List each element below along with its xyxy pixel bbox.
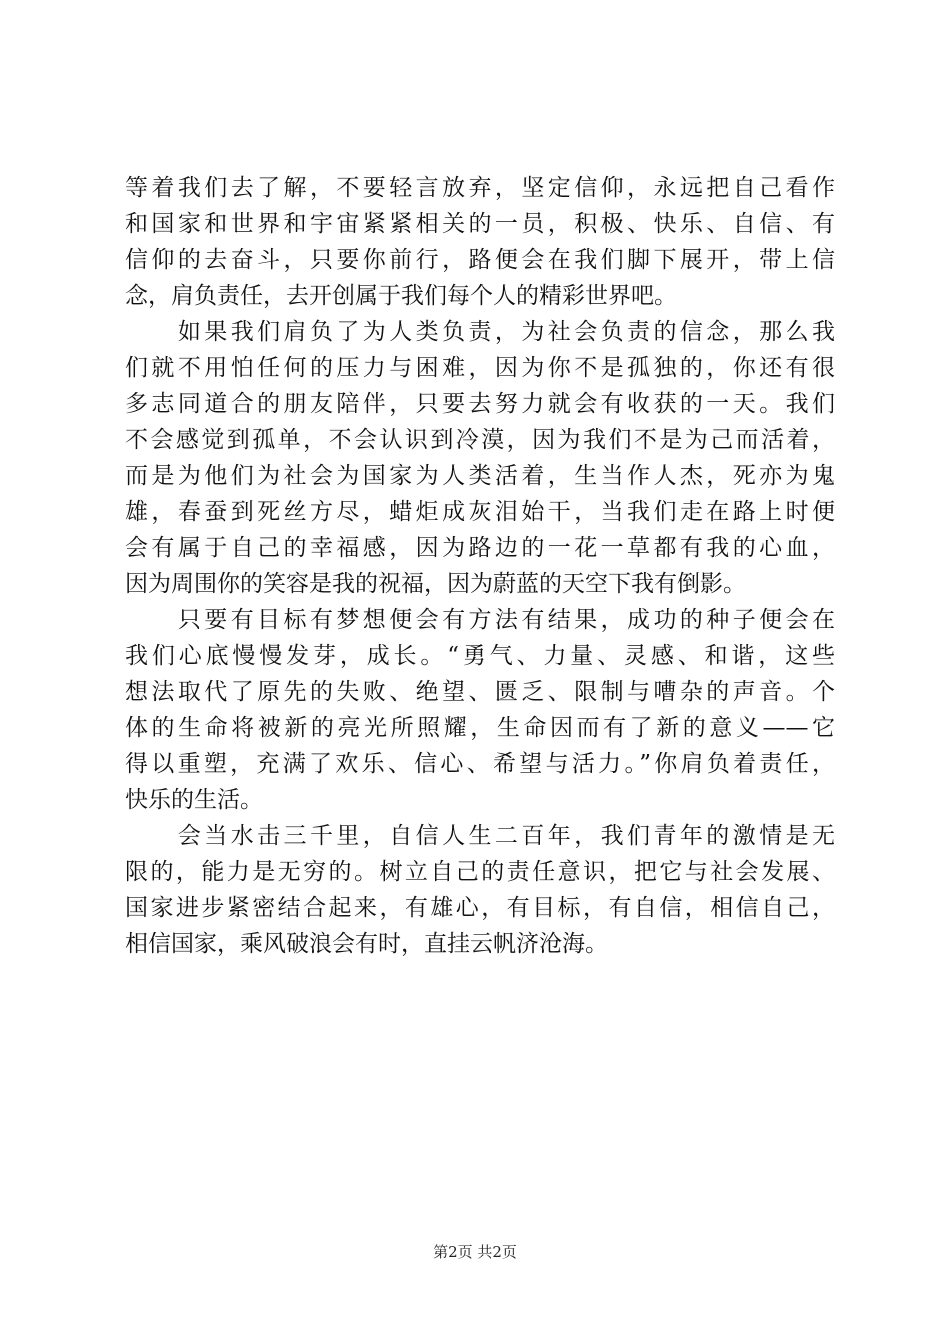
text-line: 不会感觉到孤单，不会认识到冷漠，因为我们不是为己而活着，: [125, 427, 835, 453]
text-line: 念，肩负责任，去开创属于我们每个人的精彩世界吧。: [125, 283, 677, 309]
page-footer: [0, 1240, 950, 1264]
text-line: 得以重塑，充满了欢乐、信心、希望与活力。”你肩负着责任，: [125, 751, 835, 777]
text-line: 而是为他们为社会为国家为人类活着，生当作人杰，死亦为鬼: [125, 463, 835, 489]
text-line: 和国家和世界和宇宙紧紧相关的一员，积极、快乐、自信、有: [125, 211, 835, 237]
text-line: 只要有目标有梦想便会有方法有结果，成功的种子便会在: [125, 607, 835, 633]
text-line: 会有属于自己的幸福感，因为路边的一花一草都有我的心血，: [125, 535, 835, 561]
text-line: 体的生命将被新的亮光所照耀，生命因而有了新的意义——它: [125, 715, 835, 741]
text-line: 雄，春蚕到死丝方尽，蜡炬成灰泪始干，当我们走在路上时便: [125, 499, 835, 525]
text-line: 信仰的去奋斗，只要你前行，路便会在我们脚下展开，带上信: [125, 247, 835, 273]
body-text: [125, 170, 835, 962]
text-line: 等着我们去了解，不要轻言放弃，坚定信仰，永远把自己看作: [125, 175, 835, 201]
paragraph: [125, 602, 835, 818]
text-line: 相信国家，乘风破浪会有时，直挂云帆济沧海。: [125, 931, 608, 957]
text-line: 国家进步紧密结合起来，有雄心，有目标，有自信，相信自己，: [125, 895, 835, 921]
text-line: 们就不用怕任何的压力与困难，因为你不是孤独的，你还有很: [125, 355, 835, 381]
paragraph: [125, 314, 835, 602]
text-line: 多志同道合的朋友陪伴，只要去努力就会有收获的一天。我们: [125, 391, 835, 417]
paragraph: [125, 170, 835, 314]
text-line: 会当水击三千里，自信人生二百年，我们青年的激情是无: [125, 823, 835, 849]
text-line: 快乐的生活。: [125, 787, 263, 813]
text-line: 限的，能力是无穷的。树立自己的责任意识，把它与社会发展、: [125, 859, 835, 885]
paragraph: [125, 818, 835, 962]
text-line: 我们心底慢慢发芽，成长。“勇气、力量、灵感、和谐，这些: [125, 643, 835, 669]
text-line: 如果我们肩负了为人类负责，为社会负责的信念，那么我: [125, 319, 835, 345]
text-line: 因为周围你的笑容是我的祝福，因为蔚蓝的天空下我有倒影。: [125, 571, 746, 597]
text-line: 想法取代了原先的失败、绝望、匮乏、限制与嘈杂的声音。个: [125, 679, 835, 705]
page-number-label: 第2页 共2页: [433, 1243, 517, 1261]
